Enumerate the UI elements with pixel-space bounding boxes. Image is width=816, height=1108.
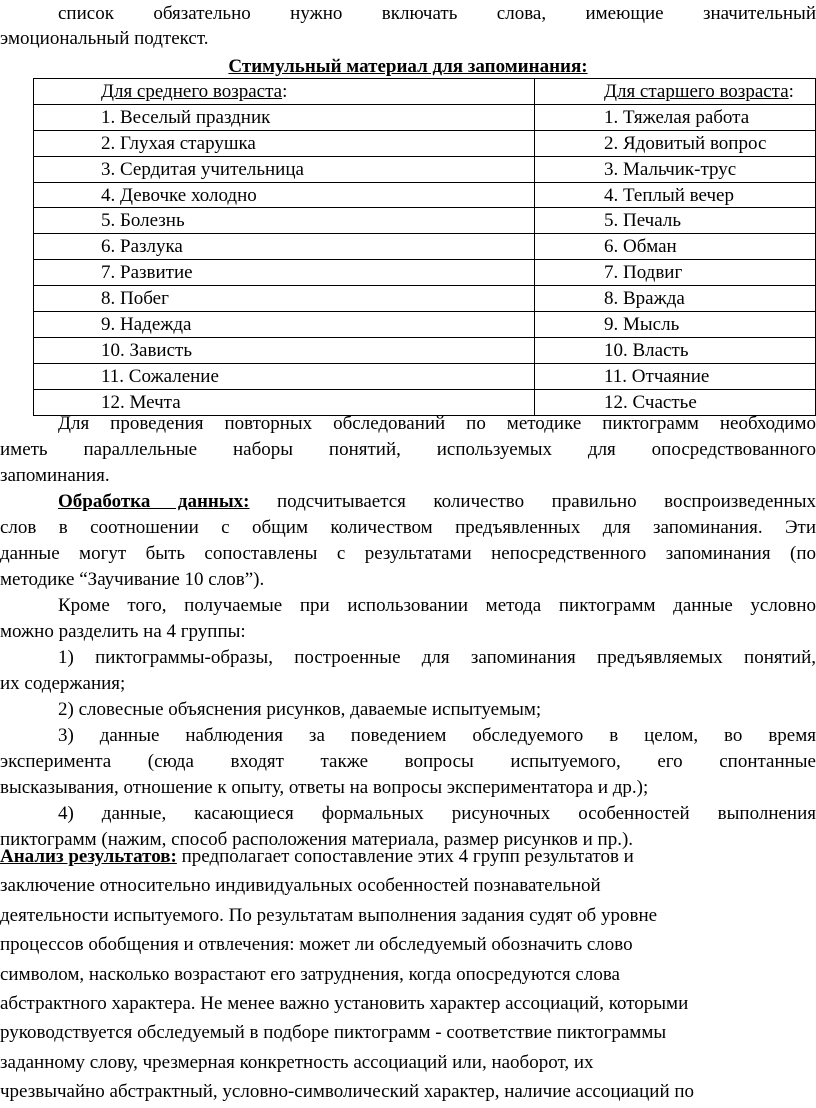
text-line: иметь параллельные наборы понятий, используемых для опосредствованного xyxy=(0,439,816,460)
text-line: эмоциональный подтекст. xyxy=(0,28,209,49)
table-cell: 9. Мысль xyxy=(535,312,816,338)
section-title: Стимульный материал для запоминания: xyxy=(228,56,588,77)
text-line: Для проведения повторных обследований по методике пиктограмм необходимо xyxy=(58,413,816,434)
table-cell: 12. Счастье xyxy=(535,389,816,415)
table-cell: 2. Глухая старушка xyxy=(34,130,535,156)
text-line: высказывания, отношение к опыту, ответы на вопросы экспериментатора и др.); xyxy=(0,777,649,798)
data-processing-line: Обработка данных: подсчитывается количество правильно воспроизведенных xyxy=(58,491,816,512)
table-row xyxy=(34,208,816,234)
text-line: заключение относительно индивидуальных особенностей познавательной xyxy=(0,875,601,897)
text-line: 4) данные, касающиеся формальных рисуночных особенностей выполнения xyxy=(58,803,816,824)
table-row xyxy=(34,286,816,312)
table-cell: 12. Мечта xyxy=(34,389,535,415)
text-line: запоминания. xyxy=(0,465,110,486)
analysis-paragraph xyxy=(0,842,816,1107)
text-line: абстрактного характера. Не менее важно установить характер ассоциаций, которыми xyxy=(0,993,689,1015)
text-line: 1) пиктограммы-образы, построенные для запоминания предъявляемых понятий, xyxy=(58,647,816,668)
table-cell: 2. Ядовитый вопрос xyxy=(535,130,816,156)
table-row xyxy=(34,312,816,338)
table-header-cell: Для старшего возраста: xyxy=(535,79,816,105)
table-cell: 11. Сожаление xyxy=(34,363,535,389)
text-line: символом, насколько возрастают его затруднения, когда опосредуются слова xyxy=(0,963,620,985)
table-row xyxy=(34,363,816,389)
table-cell: 8. Вражда xyxy=(535,286,816,312)
header-middle-age: Для среднего возраста xyxy=(101,80,283,102)
text-line: слов в соотношении с общим количеством предъявленных для запоминания. Эти xyxy=(0,517,816,538)
table-cell: 7. Подвиг xyxy=(535,260,816,286)
table-cell: 10. Власть xyxy=(535,337,816,363)
table-cell: 9. Надежда xyxy=(34,312,535,338)
text-line: методике “Заучивание 10 слов”). xyxy=(0,569,265,590)
text-line: 2) словесные объяснения рисунков, даваемые испытуемым; xyxy=(58,699,542,720)
table-cell: 5. Печаль xyxy=(535,208,816,234)
table-cell: 7. Развитие xyxy=(34,260,535,286)
table-row xyxy=(34,104,816,130)
table-cell: 10. Зависть xyxy=(34,337,535,363)
analysis-label: Анализ результатов: xyxy=(0,846,177,867)
text-line: чрезвычайно абстрактный, условно-символический характер, наличие ассоциаций по xyxy=(0,1081,695,1103)
table-cell: 8. Побег xyxy=(34,286,535,312)
text-line: список обязательно нужно включать слова, имеющие значительный xyxy=(58,3,816,24)
table-header-cell: Для среднего возраста: xyxy=(34,79,535,105)
text-line: эксперимента (сюда входят также вопросы испытуемого, его спонтанные xyxy=(0,751,816,772)
text-line: 3) данные наблюдения за поведением обследуемого в целом, во время xyxy=(58,725,816,746)
table-row xyxy=(34,182,816,208)
table-cell: 11. Отчаяние xyxy=(535,363,816,389)
text-line: заданному слову, чрезмерная конкретность ассоциаций или, наоборот, их xyxy=(0,1051,594,1073)
text-line: их содержания; xyxy=(0,673,126,694)
table-cell: 4. Теплый вечер xyxy=(535,182,816,208)
table-row xyxy=(34,130,816,156)
table-cell: 6. Обман xyxy=(535,234,816,260)
data-processing-label: Обработка данных: xyxy=(58,491,250,512)
table-header-row xyxy=(34,79,816,105)
text-line: Кроме того, получаемые при использовании метода пиктограмм данные условно xyxy=(58,595,816,616)
text-line: процессов обобщения и отвлечения: может ли обследуемый обозначить слово xyxy=(0,934,633,956)
table-cell: 4. Девочке холодно xyxy=(34,182,535,208)
text-line: пиктограмм (нажим, способ расположения материала, размер рисунков и пр.). xyxy=(0,829,634,850)
table-cell: 1. Веселый праздник xyxy=(34,104,535,130)
table-cell: 1. Тяжелая работа xyxy=(535,104,816,130)
table-row xyxy=(34,337,816,363)
table-row xyxy=(34,156,816,182)
stimulus-table xyxy=(33,78,816,416)
table-cell: 6. Разлука xyxy=(34,234,535,260)
table-cell: 3. Мальчик-трус xyxy=(535,156,816,182)
table-cell: 5. Болезнь xyxy=(34,208,535,234)
table-row xyxy=(34,234,816,260)
text-line: руководствуется обследуемый в подборе пиктограмм - соответствие пиктограммы xyxy=(0,1022,667,1044)
table-cell: 3. Сердитая учительница xyxy=(34,156,535,182)
table-row xyxy=(34,260,816,286)
text-line: можно разделить на 4 группы: xyxy=(0,621,246,642)
text-line: деятельности испытуемого. По результатам выполнения задания судят об уровне xyxy=(0,904,658,926)
text-line: данные могут быть сопоставлены с результатами непосредственного запоминания (по xyxy=(0,543,816,564)
analysis-first-line: Анализ результатов: предполагает сопоставление этих 4 групп результатов и xyxy=(0,846,634,867)
header-older-age: Для старшего возраста xyxy=(604,80,789,102)
